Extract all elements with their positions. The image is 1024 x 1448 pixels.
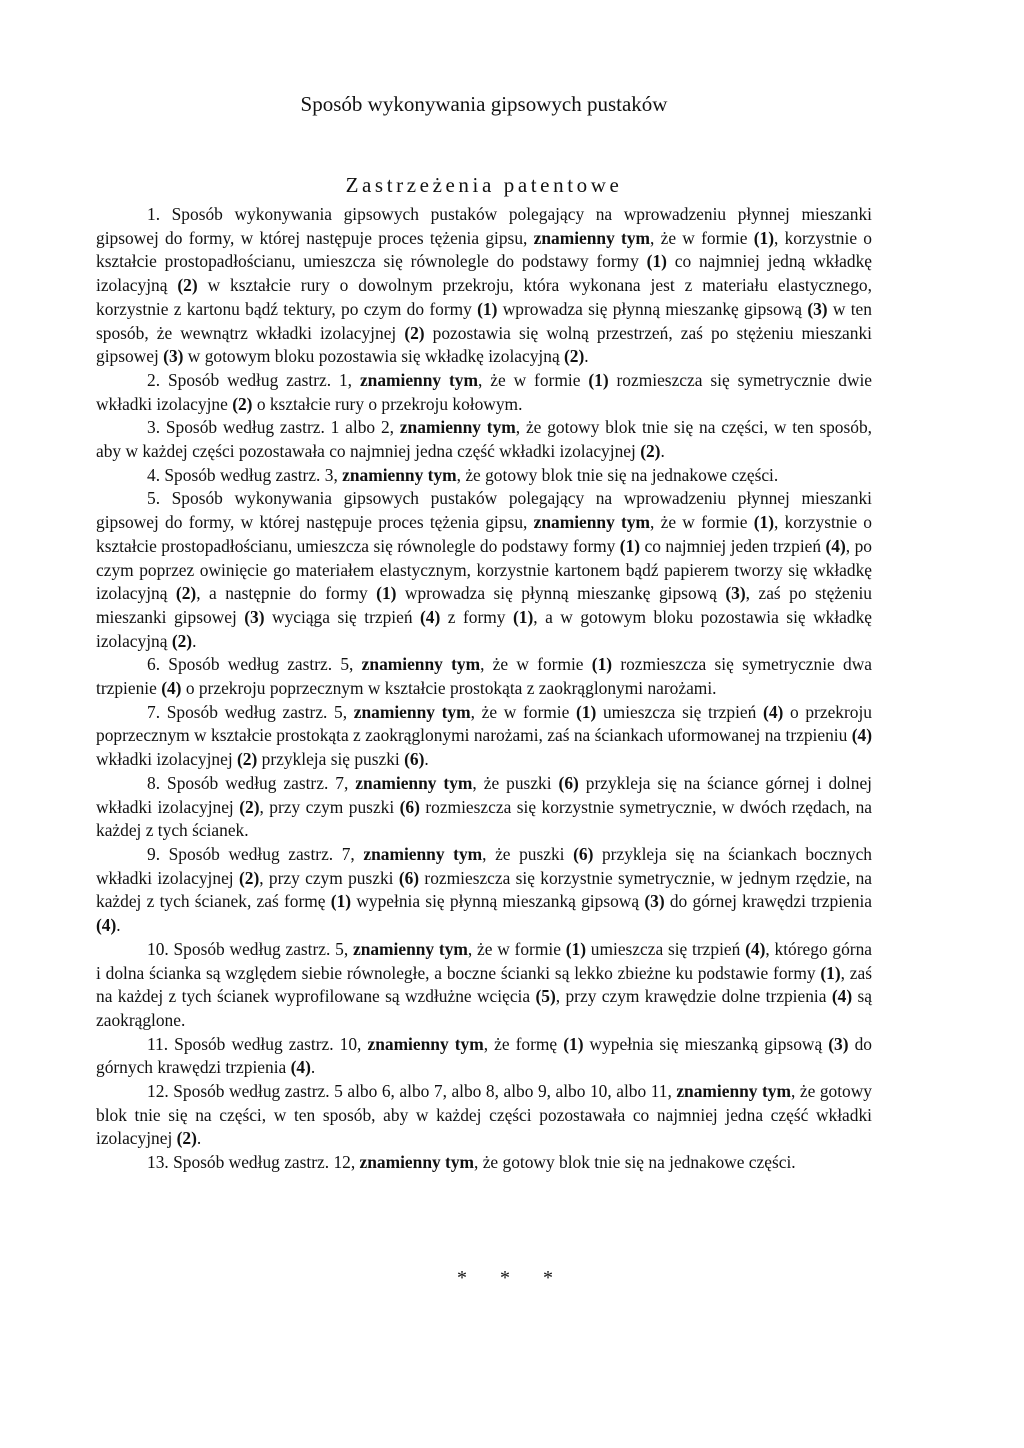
claim-text: rozmieszcza się korzystnie symetrycznie, w jednym rzędzie, na każdej z tych ścianek, zaś formę <box>96 867 873 912</box>
claim-text: w kształcie rury o dowolnym przekroju, która wykonana jest z materiału elastycznego, korzystnie z kartonu bądź tektury, po czym do formy <box>96 275 872 319</box>
claim-paragraph <box>96 487 872 653</box>
claim-emphasis: (1) <box>330 891 352 912</box>
claim-text: 4. Sposób według zastrz. 3, <box>147 464 343 485</box>
claim-emphasis: znamienny tym <box>399 417 516 438</box>
claim-emphasis: znamienny tym <box>355 772 473 793</box>
claim-emphasis: (1) <box>563 1033 584 1054</box>
claim-text: , korzystnie o kształcie prostopadłościanu, umieszcza się równolegle do podstawy formy <box>96 227 873 272</box>
claim-emphasis: znamienny tym <box>359 1152 475 1173</box>
claim-emphasis: (1) <box>591 654 613 675</box>
claim-text: wypełnia się płynną mieszanką gipsową <box>351 891 645 912</box>
claim-paragraph <box>96 843 872 938</box>
patent-page <box>96 90 872 1175</box>
claim-emphasis: (4) <box>763 701 784 722</box>
claim-text: , zaś na każdej z tych ścianek wyprofilowane są wzdłużne wcięcia <box>96 962 872 1007</box>
claim-text: . <box>196 1128 202 1149</box>
claim-text: , przy czym puszki <box>259 867 399 888</box>
claim-emphasis: (5) <box>535 986 556 1007</box>
claim-text: co najmniej jeden trzpień <box>640 535 826 556</box>
document-title: Sposób wykonywania gipsowych pustaków <box>300 92 668 116</box>
claim-text: 5. Sposób wykonywania gipsowych pustaków polegający na wprowadzeniu płynnej mieszanki gipsowej do formy, w której następuje proces tężenia gipsu, <box>96 488 872 533</box>
claim-emphasis: (3) <box>244 606 265 627</box>
claim-emphasis: (1) <box>376 583 397 604</box>
claim-text: umieszcza się trzpień <box>585 938 746 959</box>
claim-emphasis: (1) <box>576 701 597 722</box>
claim-text: 8. Sposób według zastrz. 7, <box>147 772 356 793</box>
claim-text: , że gotowy blok tnie się na jednakowe części. <box>456 464 779 485</box>
claim-emphasis: (1) <box>753 227 775 248</box>
claim-text: , że w formie <box>470 701 577 722</box>
claim-emphasis: znamienny tym <box>367 1033 484 1054</box>
claim-paragraph <box>96 938 872 1033</box>
claim-emphasis: (4) <box>851 725 872 746</box>
claim-emphasis: (3) <box>644 891 665 912</box>
claim-paragraph <box>96 1033 872 1080</box>
claim-emphasis: znamienny tym <box>352 938 468 959</box>
claim-emphasis: (4) <box>825 535 846 556</box>
claim-emphasis: znamienny tym <box>363 843 483 864</box>
claim-text: , którego górna i dolna ścianka są względem siebie równoległe, a boczne ścianki są lekko zbieżne ku podstawie formy <box>96 938 873 983</box>
claim-emphasis: (2) <box>404 322 425 343</box>
claim-text: , zaś po stężeniu mieszanki gipsowej <box>96 583 872 627</box>
claim-emphasis: znamienny tym <box>533 227 651 248</box>
claim-emphasis: (2) <box>239 796 260 817</box>
claim-text: , po czym poprzez owinięcie go materiałem elastycznym, korzystnie kartonem bądź papierem tworzy się wkładkę izolacyjną <box>96 535 872 604</box>
claim-emphasis: (4) <box>831 986 853 1007</box>
claim-emphasis: (1) <box>619 535 641 556</box>
claim-paragraph <box>96 464 872 488</box>
claim-emphasis: (3) <box>163 346 184 367</box>
claim-emphasis: (2) <box>238 867 260 888</box>
claim-emphasis: (6) <box>573 843 594 864</box>
claim-emphasis: (1) <box>565 938 586 959</box>
claim-text: przykleja się na ściankach bocznych wkładki izolacyjnej <box>96 843 872 888</box>
claim-text: , że formę <box>483 1033 564 1054</box>
claim-text: , że puszki <box>472 772 559 793</box>
claim-text: . <box>660 441 665 462</box>
claim-emphasis: (1) <box>646 251 667 272</box>
claim-text: . <box>192 630 197 651</box>
claim-text: , że puszki <box>482 843 574 864</box>
claim-text: w ten sposób, że wewnątrz wkładki izolacyjnej <box>96 298 872 343</box>
claim-emphasis: (2) <box>564 346 585 367</box>
claim-emphasis: (3) <box>807 298 828 319</box>
claim-text: wypełnia się mieszanką gipsową <box>583 1033 829 1054</box>
claim-text: , korzystnie o kształcie prostopadłościanu, umieszcza się równolegle do podstawy formy <box>96 512 873 556</box>
claim-text: . <box>116 915 121 936</box>
claim-paragraph <box>96 369 872 416</box>
claim-text: w gotowym bloku pozostawia się wkładkę izolacyjną <box>183 346 565 367</box>
claim-text: o kształcie rury o przekroju kołowym. <box>252 393 523 414</box>
claim-text: wprowadza się płynną mieszankę gipsową <box>396 583 726 604</box>
claim-text: , a w gotowym bloku pozostawia się wkładkę izolacyjną <box>96 606 873 651</box>
claim-emphasis: znamienny tym <box>342 464 457 485</box>
claim-text: przykleja się puszki <box>257 749 405 770</box>
claim-text: wkładki izolacyjnej <box>96 749 238 770</box>
claim-text: . <box>424 749 429 770</box>
claim-emphasis: (3) <box>725 583 746 604</box>
claim-text: , że w formie <box>650 227 754 248</box>
claim-text: , że gotowy blok tnie się na części, w ten sposób, aby w każdej części pozostawała co najmniej jedna część wkładki izolacyjnej <box>96 1081 873 1149</box>
claim-text: z formy <box>440 606 513 627</box>
claim-emphasis: (2) <box>232 393 253 414</box>
claim-text: . <box>584 346 589 367</box>
claim-emphasis: (1) <box>512 606 534 627</box>
claim-text: , że w formie <box>480 654 592 675</box>
claim-paragraph <box>96 772 872 843</box>
claim-text: przykleja się na ściance górnej i dolnej wkładki izolacyjnej <box>96 772 873 817</box>
claim-emphasis: znamienny tym <box>353 701 471 722</box>
claim-text: 7. Sposób według zastrz. 5, <box>147 701 354 722</box>
claim-emphasis: (6) <box>404 749 425 770</box>
end-marker: * * * <box>457 1267 567 1289</box>
claim-text: co najmniej jedną wkładkę izolacyjną <box>96 251 872 296</box>
claims-list <box>96 203 872 1175</box>
claim-emphasis: (6) <box>398 867 420 888</box>
claim-emphasis: (3) <box>828 1033 849 1054</box>
claim-emphasis: (6) <box>558 772 579 793</box>
claim-emphasis: (1) <box>477 298 498 319</box>
claim-emphasis: znamienny tym <box>676 1081 791 1102</box>
claim-emphasis: (6) <box>399 796 420 817</box>
claim-text: wprowadza się płynną mieszankę gipsową <box>497 298 808 319</box>
claim-emphasis: znamienny tym <box>361 654 481 675</box>
claim-text: 6. Sposób według zastrz. 5, <box>147 654 362 675</box>
claim-text: są zaokrąglone. <box>96 986 872 1030</box>
claim-emphasis: (4) <box>290 1057 311 1078</box>
claim-text: 1. Sposób wykonywania gipsowych pustaków polegający na wprowadzeniu płynnej mieszanki gipsowej do formy, w której następuje proces tężenia gipsu, <box>96 204 872 248</box>
claim-text: 11. Sposób według zastrz. 10, <box>147 1033 368 1054</box>
claim-emphasis: (4) <box>420 606 441 627</box>
claim-text: 13. Sposób według zastrz. 12, <box>147 1152 360 1173</box>
claim-text: rozmieszcza się korzystnie symetrycznie, w dwóch rzędach, na każdej z tych ścianek. <box>96 796 872 841</box>
claim-text: , że gotowy blok tnie się na jednakowe części. <box>474 1152 796 1173</box>
claim-text: . <box>310 1057 316 1078</box>
claim-text: rozmieszcza się symetrycznie dwa trzpienie <box>96 654 873 699</box>
claim-text: do górnych krawędzi trzpienia <box>96 1033 872 1078</box>
claim-emphasis: (2) <box>177 275 198 296</box>
claim-emphasis: (1) <box>820 962 841 983</box>
claim-emphasis: (2) <box>171 630 193 651</box>
claim-paragraph <box>96 701 872 772</box>
claim-text: umieszcza się trzpień <box>596 701 764 722</box>
claim-text: , że w formie <box>467 938 566 959</box>
claim-emphasis: znamienny tym <box>533 512 651 533</box>
claim-paragraph <box>96 1151 872 1175</box>
claim-text: , a następnie do formy <box>196 583 377 604</box>
claim-paragraph <box>96 416 872 463</box>
claim-emphasis: znamienny tym <box>359 369 478 390</box>
claim-text: 2. Sposób według zastrz. 1, <box>147 369 360 390</box>
claim-text: , przy czym puszki <box>259 796 400 817</box>
claim-emphasis: (2) <box>640 441 661 462</box>
claims-heading: Zastrzeżenia patentowe <box>345 173 623 197</box>
claim-paragraph <box>96 1080 872 1151</box>
claim-text: , przy czym krawędzie dolne trzpienia <box>555 986 832 1007</box>
claim-text: 3. Sposób według zastrz. 1 albo 2, <box>147 417 400 438</box>
claim-emphasis: (2) <box>237 749 258 770</box>
claim-text: 9. Sposób według zastrz. 7, <box>147 843 364 864</box>
claim-emphasis: (1) <box>753 512 775 533</box>
claim-paragraph <box>96 203 872 369</box>
claim-text: o przekroju poprzecznym w kształcie prostokąta z zaokrąglonymi narożami. <box>181 678 717 699</box>
claim-text: o przekroju poprzecznym w kształcie prostokąta z zaokrąglonymi narożami, zaś na ściankach uformowanej na trzpieniu <box>96 701 872 746</box>
claim-emphasis: (1) <box>588 369 609 390</box>
claim-text: rozmieszcza się symetrycznie dwie wkładki izolacyjne <box>96 369 873 414</box>
claim-emphasis: (2) <box>175 583 197 604</box>
claim-emphasis: (4) <box>745 938 766 959</box>
claim-emphasis: (4) <box>96 915 117 936</box>
claim-emphasis: (2) <box>176 1128 197 1149</box>
claim-text: 12. Sposób według zastrz. 5 albo 6, albo 7, albo 8, albo 9, albo 10, albo 11, <box>147 1081 677 1102</box>
claim-text: pozostawia się wolną przestrzeń, zaś po stężeniu mieszanki gipsowej <box>96 322 872 367</box>
claim-paragraph <box>96 653 872 700</box>
claim-text: , że w formie <box>650 512 754 533</box>
claim-text: do górnej krawędzi trzpienia <box>664 891 872 912</box>
claim-text: , że w formie <box>477 369 589 390</box>
claim-text: , że gotowy blok tnie się na części, w ten sposób, aby w każdej części pozostawała co najmniej jedna część wkładki izolacyjnej <box>96 417 873 462</box>
claim-text: wyciąga się trzpień <box>264 606 421 627</box>
claim-emphasis: (4) <box>161 678 182 699</box>
claim-text: 10. Sposób według zastrz. 5, <box>147 938 353 959</box>
